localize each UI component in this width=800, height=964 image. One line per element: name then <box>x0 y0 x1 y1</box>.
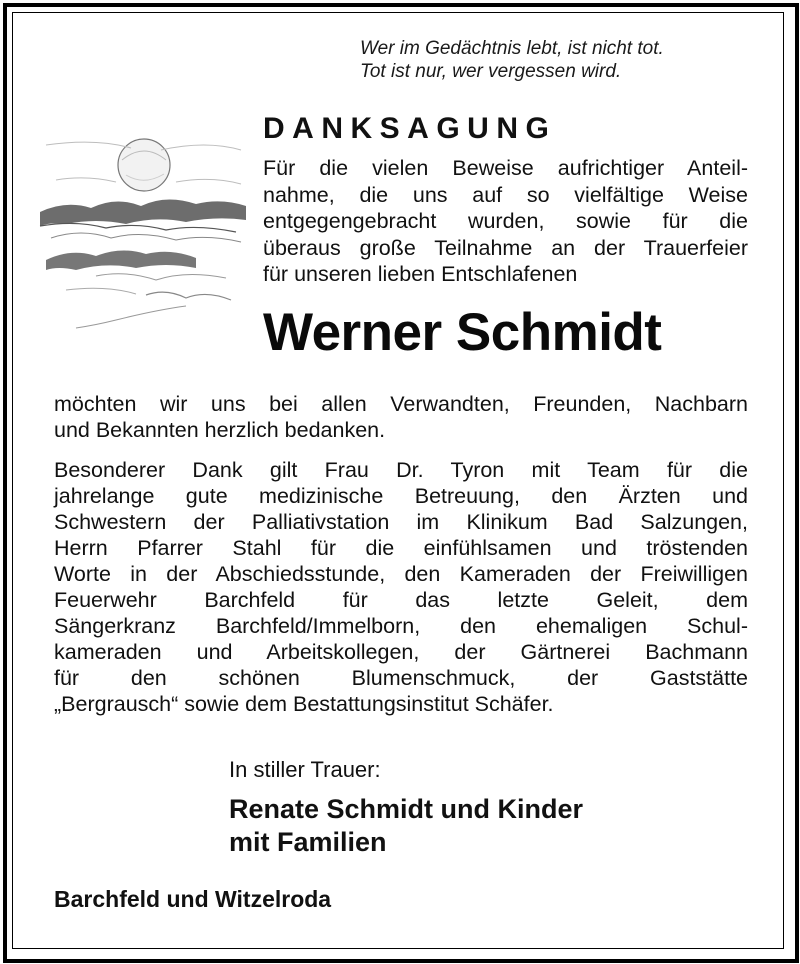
paragraph-line: Schwestern der Palliativstation im Klinikum Bad Salzungen, <box>54 510 748 534</box>
thanks-general-paragraph <box>54 391 748 443</box>
deceased-name: Werner Schmidt <box>263 303 662 362</box>
places-line: Barchfeld und Witzelroda <box>54 886 332 912</box>
intro-line: nahme, die uns auf so vielfältige Weise <box>263 182 748 207</box>
paragraph-line: Herrn Pfarrer Stahl für die einfühlsamen und tröstenden <box>54 536 748 560</box>
paragraph-line: jahrelange gute medizinische Betreuung, den Ärzten und <box>54 484 748 508</box>
family-line-1: Renate Schmidt und Kinder <box>229 794 584 824</box>
motto-line-2: Tot ist nur, wer vergessen wird. <box>360 61 622 82</box>
paragraph-line: möchten wir uns bei allen Verwandten, Freunden, Nachbarn <box>54 392 748 416</box>
paragraph-line: und Bekannten herzlich bedanken. <box>54 418 386 442</box>
family-line-2: mit Familien <box>229 827 387 857</box>
motto-quote <box>360 37 750 83</box>
intro-line: für unseren lieben Entschlafenen <box>263 262 578 286</box>
paragraph-line: Feuerwehr Barchfeld für das letzte Geleit, dem <box>54 588 748 612</box>
paragraph-line: Worte in der Abschiedsstunde, den Kameraden der Freiwilligen <box>54 562 748 586</box>
thanks-special-paragraph <box>54 457 748 717</box>
page-title: DANKSAGUNG <box>263 112 557 145</box>
intro-paragraph <box>263 155 748 288</box>
paragraph-line: „Bergrausch“ sowie dem Bestattungsinstitut Schäfer. <box>54 692 554 716</box>
landscape-sun-illustration <box>36 120 250 330</box>
motto-line-1: Wer im Gedächtnis lebt, ist nicht tot. <box>360 38 664 59</box>
paragraph-line: für den schönen Blumenschmuck, der Gaststätte <box>54 666 748 690</box>
intro-line: überaus große Teilnahme an der Trauerfeier <box>263 235 748 260</box>
intro-line: entgegengebracht wurden, sowie für die <box>263 209 748 233</box>
paragraph-line: Besonderer Dank gilt Frau Dr. Tyron mit Team für die <box>54 458 748 482</box>
family-signature <box>229 793 583 859</box>
paragraph-line: kameraden und Arbeitskollegen, der Gärtnerei Bachmann <box>54 640 748 664</box>
intro-line: Für die vielen Beweise aufrichtiger Anteil- <box>263 156 748 180</box>
mourning-label: In stiller Trauer: <box>229 757 381 782</box>
mountain-ridges <box>40 199 246 328</box>
paragraph-line: Sängerkranz Barchfeld/Immelborn, den ehemaligen Schul- <box>54 614 748 638</box>
